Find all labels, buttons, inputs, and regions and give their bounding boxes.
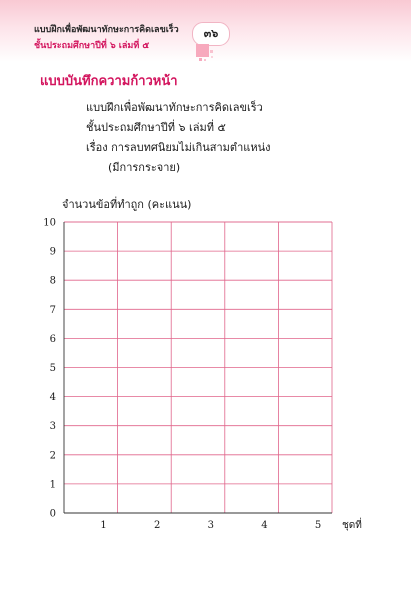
x-tick-label: 2 <box>154 520 161 531</box>
y-tick-label: 2 <box>49 450 56 462</box>
header-book-title: แบบฝึกเพื่อพัฒนาทักษะการคิดเลขเร็ว <box>34 25 179 35</box>
x-axis-title: ชุดที่ <box>342 520 362 531</box>
y-tick-label: 0 <box>49 508 56 520</box>
y-tick-label: 1 <box>49 479 56 491</box>
y-tick-label: 7 <box>49 304 56 316</box>
y-tick-label: 3 <box>49 421 56 433</box>
score-axis-caption: จำนวนข้อที่ทำถูก (คะแนน) <box>62 198 192 211</box>
y-tick-label: 8 <box>49 275 56 287</box>
info-grade-volume: ชั้นประถมศึกษาปีที่ ๖ เล่มที่ ๕ <box>86 121 226 134</box>
info-topic: เรื่อง การลบทศนิยมไม่เกินสามตำแหน่ง <box>86 141 271 154</box>
x-tick-label: 5 <box>314 520 322 531</box>
header-grade-volume: ชั้นประถมศึกษาปีที่ ๖ เล่มที่ ๕ <box>34 41 150 51</box>
page-number: ๓๖ <box>192 22 230 46</box>
y-tick-label: 5 <box>49 363 56 374</box>
x-tick-label: 4 <box>261 520 268 531</box>
info-note: (มีการกระจาย) <box>108 161 181 174</box>
y-tick-label: 10 <box>43 217 56 229</box>
y-tick-label: 4 <box>49 392 56 404</box>
y-tick-label: 9 <box>49 246 56 258</box>
x-tick-label: 1 <box>100 520 107 531</box>
info-book-title: แบบฝึกเพื่อพัฒนาทักษะการคิดเลขเร็ว <box>86 101 263 114</box>
section-title: แบบบันทึกความก้าวหน้า <box>40 74 178 89</box>
y-tick-label: 6 <box>49 333 56 345</box>
x-tick-label: 3 <box>207 520 214 531</box>
